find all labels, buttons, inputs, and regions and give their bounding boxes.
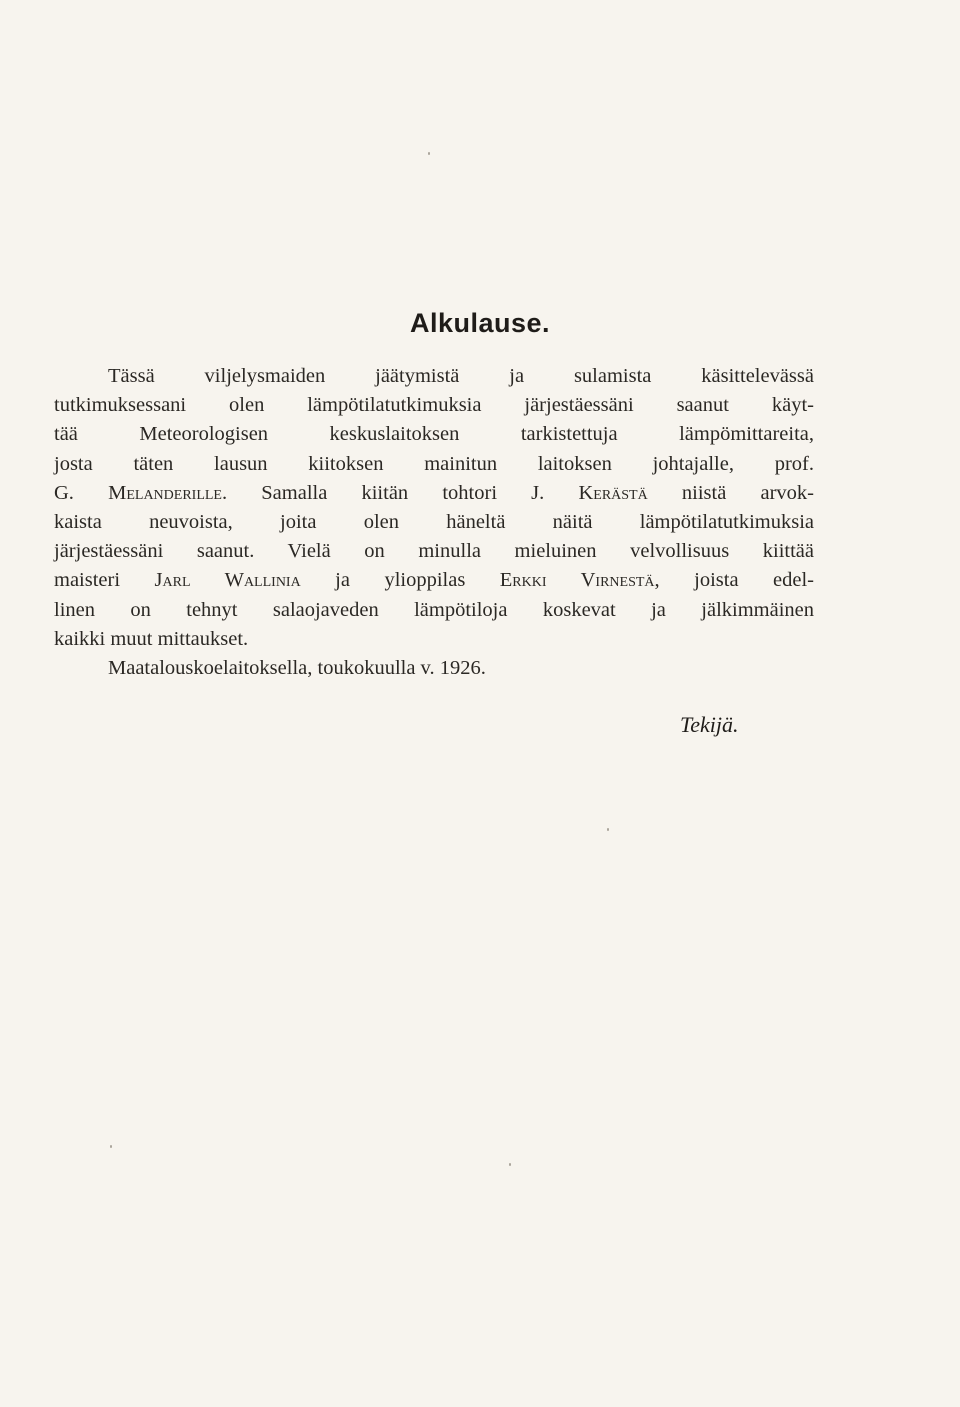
- text-line-5-part-a: G.: [54, 481, 109, 504]
- place-date-line: Maatalouskoelaitoksella, toukokuulla v. 1926.: [108, 656, 486, 679]
- paper-speck: [110, 1145, 112, 1148]
- text-line-2: tutkimuksessani olen lämpötilatutkimuksia järjestäessäni saanut käyt-: [54, 394, 814, 417]
- text-line-4: josta täten lausun kiitoksen mainitun laitoksen johtajalle, prof.: [54, 452, 814, 475]
- name-melander: Melanderille: [108, 481, 222, 504]
- page-title: Alkulause.: [409, 308, 551, 338]
- text-line-10: kaikki muut mittaukset.: [54, 627, 249, 650]
- text-line-8-part-b: ja ylioppilas: [300, 569, 500, 592]
- text-line-8-part-a: maisteri: [54, 569, 155, 592]
- text-line-6: kaista neuvoista, joita olen häneltä näitä lämpötilatutkimuksia: [54, 510, 814, 533]
- text-line-5-part-b: . Samalla kiitän tohtori J.: [221, 481, 579, 504]
- text-line-5-part-c: niistä arvok-: [647, 481, 814, 504]
- name-keras: Kerästä: [578, 481, 648, 504]
- text-line-8: [54, 566, 814, 595]
- text-line-7: järjestäessäni saanut. Vielä on minulla mieluinen velvollisuus kiittää: [54, 540, 814, 563]
- name-wallin: Jarl Wallinia: [154, 569, 301, 592]
- text-line-8-part-c: , joista edel-: [654, 569, 814, 592]
- signature: Tekijä.: [680, 712, 739, 737]
- paper-speck: [428, 152, 430, 155]
- text-line-5: [54, 479, 814, 508]
- text-line-3: tää Meteorologisen keskuslaitoksen tarkistettuja lämpömittareita,: [54, 423, 814, 446]
- paper-speck: [509, 1163, 511, 1166]
- text-line-9: linen on tehnyt salaojaveden lämpötiloja koskevat ja jälkimmäinen: [54, 598, 814, 621]
- text-line-1: Tässä viljelysmaiden jäätymistä ja sulamista käsittelevässä: [108, 365, 814, 387]
- name-virnes: Erkki Virnestä: [499, 569, 655, 592]
- preface-body: [54, 362, 814, 683]
- paper-speck: [607, 828, 609, 831]
